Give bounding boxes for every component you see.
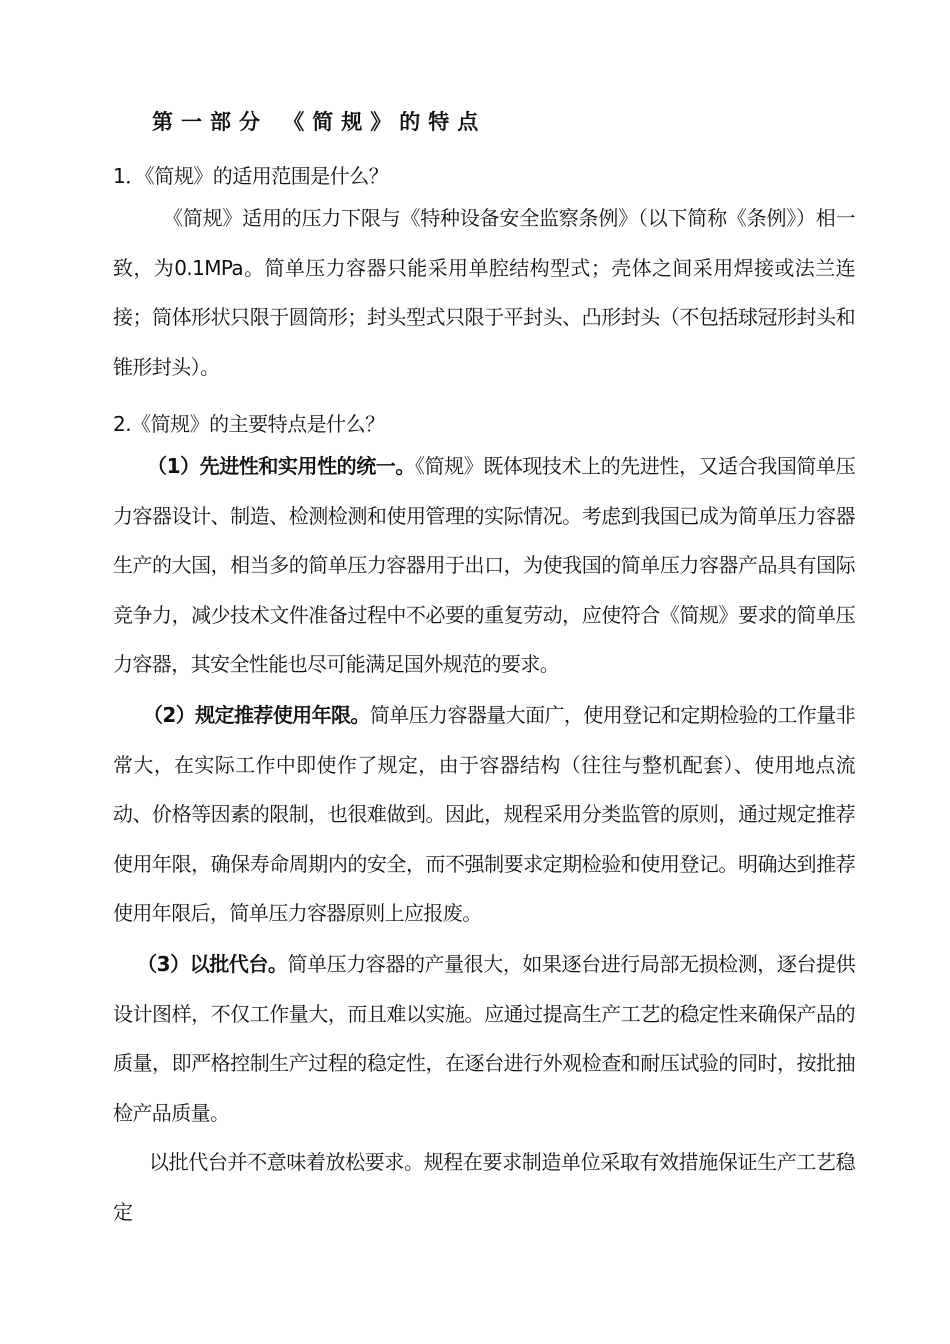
paragraph-lead: （3）以批代台。 [137, 952, 288, 976]
question-1: 1．《简规》的适用范围是什么？ [113, 164, 389, 188]
paragraph-body: 简单压力容器量大面广，使用登记和定期检验的工作量非常大，在实际工作中即使作了规定，由于容器结构（往往与整机配套）、使用地点流动、价格等因素的限制，也很难做到。因此，规程采用分类监管的原则，通过规定推荐使用年限，确保寿命周期内的安全，而不强制要求定期检验和使用登记。明确达到推荐使用年限后，简单压力容器原则上应报废。 [113, 703, 855, 925]
paragraph-body: 以批代台并不意味着放松要求。规程在要求制造单位采取有效措施保证生产工艺稳定 [113, 1150, 855, 1224]
section-title: 第一部分 《简规》的特点 [152, 110, 487, 134]
paragraph-batch-note [113, 1138, 855, 1237]
paragraph-feature-2 [113, 691, 855, 939]
paragraph-feature-3 [113, 940, 855, 1138]
paragraph-lead: （2）规定推荐使用年限。 [143, 703, 370, 727]
paragraph-body: 《简规》既体现技术上的先进性，又适合我国简单压力容器设计、制造、检测检测和使用管理的实际情况。考虑到我国已成为简单压力容器生产的大国，相当多的简单压力容器用于出口，为使我国的简单压力容器产品具有国际竞争力，减少技术文件准备过程中不必要的重复劳动，应使符合《简规》要求的简单压力容器，其安全性能也尽可能满足国外规范的要求。 [113, 454, 855, 676]
paragraph-scope [113, 194, 855, 392]
paragraph-body: 《简规》适用的压力下限与《特种设备安全监察条例》（以下简称《条例》）相一致，为0.1MPa。简单压力容器只能采用单腔结构型式；壳体之间采用焊接或法兰连接；筒体形状只限于圆筒形；封头型式只限于平封头、凸形封头（不包括球冠形封头和锥形封头）。 [113, 206, 855, 379]
paragraph-feature-1 [113, 442, 855, 690]
question-2: 2.《简规》的主要特点是什么？ [113, 412, 385, 436]
paragraph-lead: （1）先进性和实用性的统一。 [147, 454, 415, 478]
paragraph-body: 简单压力容器的产量很大，如果逐台进行局部无损检测，逐台提供设计图样，不仅工作量大，而且难以实施。应通过提高生产工艺的稳定性来确保产品的质量，即严格控制生产过程的稳定性，在逐台进行外观检查和耐压试验的同时，按批抽检产品质量。 [113, 952, 855, 1125]
